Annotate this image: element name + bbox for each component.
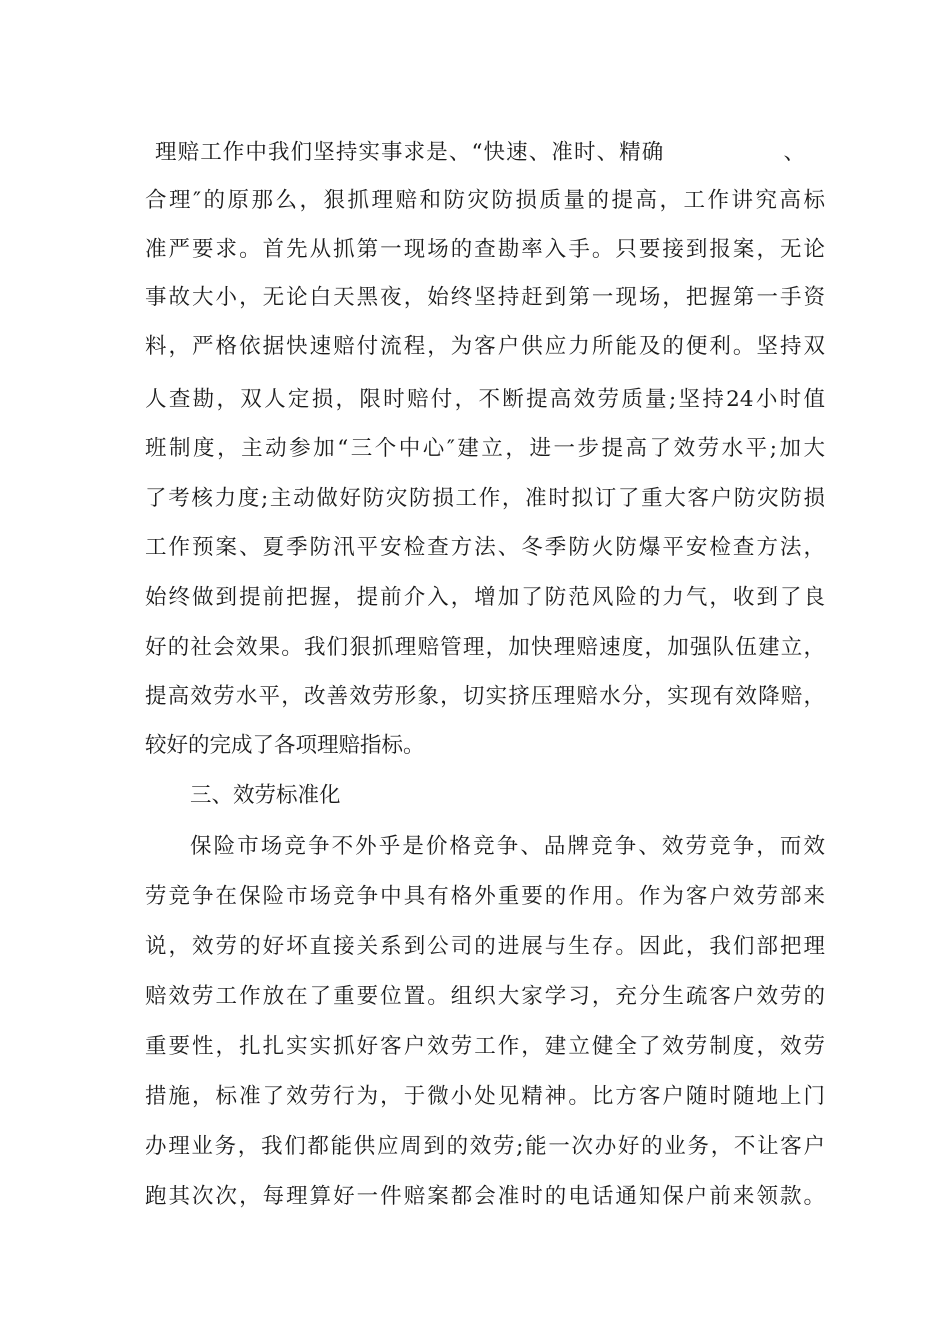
line-text: 理赔工作中我们坚持实事求是、“快速、准时、精确 xyxy=(155,140,665,165)
paragraph-line xyxy=(155,128,805,178)
paragraph-line: 人查勘，双人定损，限时赔付，不断提高效劳质量;坚持24小时值 xyxy=(145,387,825,412)
paragraph-line: 说，效劳的好坏直接关系到公司的进展与生存。因此，我们部把理 xyxy=(145,934,825,959)
paragraph-line: 好的社会效果。我们狠抓理赔管理，加快理赔速度，加强队伍建立， xyxy=(145,635,825,660)
paragraph-line: 事故大小，无论白天黑夜，始终坚持赶到第一现场，把握第一手资 xyxy=(145,285,825,310)
section-heading: 三、效劳标准化 xyxy=(190,783,341,808)
paragraph-line: 跑其次次，每理算好一件赔案都会准时的电话通知保户前来领款。 xyxy=(145,1184,825,1209)
paragraph-line: 始终做到提前把握，提前介入，增加了防范风险的力气，收到了良 xyxy=(145,585,825,610)
paragraph-line: 班制度，主动参加“三个中心″建立，进一步提高了效劳水平;加大 xyxy=(145,436,825,461)
paragraph-line: 提高效劳水平，改善效劳形象，切实挤压理赔水分，实现有效降赔， xyxy=(145,684,825,709)
paragraph-line: 劳竞争在保险市场竞争中具有格外重要的作用。作为客户效劳部来 xyxy=(145,884,825,909)
paragraph-line: 工作预案、夏季防汛平安检查方法、冬季防火防爆平安检查方法， xyxy=(145,535,825,560)
paragraph-line: 办理业务，我们都能供应周到的效劳;能一次办好的业务，不让客户 xyxy=(145,1134,825,1159)
paragraph-line: 准严要求。首先从抓第一现场的查勘率入手。只要接到报案，无论 xyxy=(145,237,825,262)
paragraph-line: 重要性，扎扎实实抓好客户效劳工作，建立健全了效劳制度，效劳 xyxy=(145,1034,825,1059)
line-text: 、 xyxy=(782,140,805,165)
paragraph-line: 料，严格依据快速赔付流程，为客户供应力所能及的便利。坚持双 xyxy=(145,334,825,359)
paragraph-line: 较好的完成了各项理赔指标。 xyxy=(145,733,425,758)
paragraph-line: 措施，标准了效劳行为，于微小处见精神。比方客户随时随地上门 xyxy=(145,1084,825,1109)
paragraph-line: 保险市场竞争不外乎是价格竞争、品牌竞争、效劳竞争，而效 xyxy=(190,834,825,859)
paragraph-line: 了考核力度;主动做好防灾防损工作，准时拟订了重大客户防灾防损 xyxy=(145,486,825,511)
paragraph-line: 合理″的原那么，狠抓理赔和防灾防损质量的提高，工作讲究高标 xyxy=(145,188,825,213)
paragraph-line: 赔效劳工作放在了重要位置。组织大家学习，充分生疏客户效劳的 xyxy=(145,984,825,1009)
